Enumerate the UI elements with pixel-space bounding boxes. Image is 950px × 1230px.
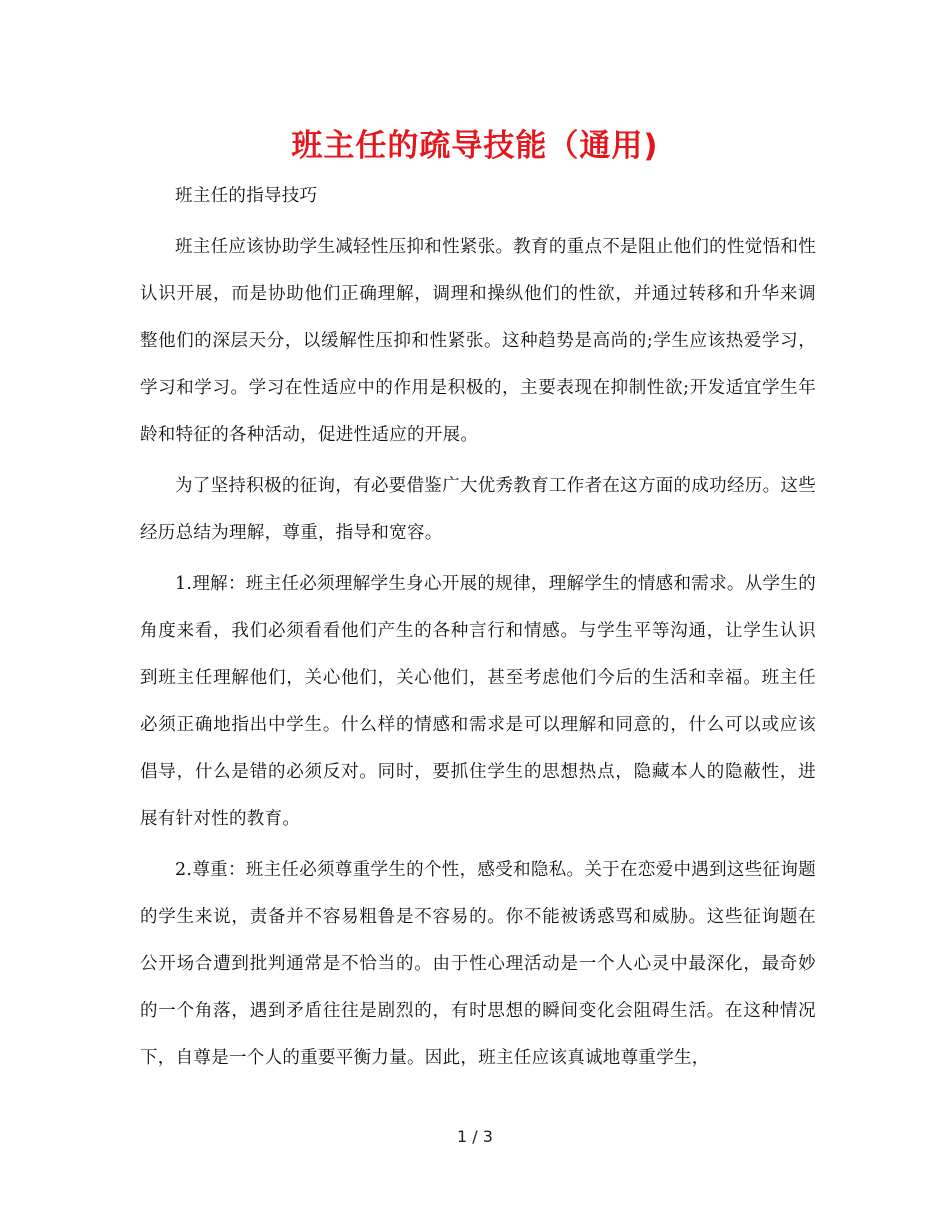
document-body — [140, 173, 816, 1082]
paragraph-4: 2.尊重：班主任必须尊重学生的个性，感受和隐私。关于在恋爱中遇到这些征询题的学生来说，责备并不容易粗鲁是不容易的。你不能被诱惑骂和威胁。这些征询题在公开场合遭到批判通常是不恰当的。由于性心理活动是一个人心灵中最深化，最奇妙的一个角落，遇到矛盾往往是剧烈的，有时思想的瞬间变化会阻碍生活。在这种情况下，自尊是一个人的重要平衡力量。因此，班主任应该真诚地尊重学生， — [140, 860, 816, 1068]
page-number: 1 / 3 — [457, 1127, 493, 1146]
paragraph-subtitle: 班主任的指导技巧 — [175, 186, 318, 206]
paragraph-1: 班主任应该协助学生减轻性压抑和性紧张。教育的重点不是阻止他们的性觉悟和性认识开展，而是协助他们正确理解，调理和操纵他们的性欲，并通过转移和升华来调整他们的深层天分，以缓解性压抑和性紧张。这种趋势是高尚的;学生应该热爱学习，学习和学习。学习在性适应中的作用是积极的，主要表现在抑制性欲;开发适宜学生年龄和特征的各种活动，促进性适应的开展。 — [140, 237, 816, 445]
paragraph-2: 为了坚持积极的征询，有必要借鉴广大优秀教育工作者在这方面的成功经历。这些经历总结为理解，尊重，指导和宽容。 — [140, 476, 816, 543]
document-title: 班主任的疏导技能（通用) — [291, 128, 659, 164]
paragraph-3: 1.理解：班主任必须理解学生身心开展的规律，理解学生的情感和需求。从学生的角度来看，我们必须看看他们产生的各种言行和情感。与学生平等沟通，让学生认识到班主任理解他们，关心他们，关心他们，甚至考虑他们今后的生活和幸福。班主任必须正确地指出中学生。什么样的情感和需求是可以理解和同意的，什么可以或应该倡导，什么是错的必须反对。同时，要抓住学生的思想热点，隐藏本人的隐蔽性，进展有针对性的教育。 — [140, 574, 816, 829]
